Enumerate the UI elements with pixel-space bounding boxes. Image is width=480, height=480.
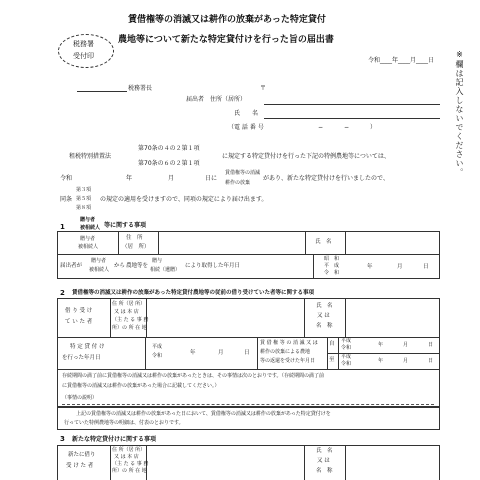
section2-addr-line1: 住 所（居 所）: [112, 301, 146, 307]
section2-to-era-heisei: 平成: [341, 354, 352, 360]
section2-following-line1: 上記の賃借権等の消滅又は耕作の放棄があった日において、賃借権等の消滅又は耕作の放棄があった特定貸付けを: [76, 411, 331, 417]
section2-from-day: 日: [428, 342, 434, 348]
section1-table: [57, 231, 440, 279]
postal-mark: 〒: [260, 85, 267, 92]
section2-name-line1: 氏 名: [316, 303, 333, 309]
clause-option-8: 第８項: [76, 205, 92, 211]
section2-to-era-reiwa: 令和: [341, 361, 352, 367]
section2-following-line2: 行っていた特例農地等の明細は、付表のとおりです。: [64, 420, 184, 426]
article-option-2: 第70条の６の２第１項: [138, 160, 200, 167]
section3-name-line1: 氏 名: [316, 448, 333, 454]
section1-address-bottom: （居 所）: [122, 244, 150, 250]
section1-acq-era-showa: 昭 和: [324, 256, 340, 262]
section2-row1-divider: [57, 337, 440, 338]
section3-heading: 新たな特定貸付けに関する事項: [72, 436, 157, 443]
section2-contract-day: 日: [244, 350, 250, 356]
section1-acq-left-bottom: 被相続人: [89, 267, 110, 273]
section2-contract-line2: を行った年月日: [62, 355, 101, 361]
form-title-line1: 賃借権等の消滅又は耕作の放棄があった特定貸付: [128, 15, 326, 25]
section2-contract-line1: 特 定 貸 付 け: [70, 344, 105, 350]
section2-col-name: [304, 298, 305, 337]
section2-borrower-line2: て い た 者: [65, 319, 93, 325]
article-option-1: 第70条の４の２第１項: [138, 145, 200, 152]
section1-acq-mid-bottom: 相続（遺贈）: [150, 267, 181, 273]
section1-col-namelabel: [345, 231, 346, 254]
section1-acq-from: から: [114, 263, 126, 269]
section1-acq-era-heisei: 平 成: [324, 263, 340, 269]
section1-number: 1: [60, 223, 65, 231]
applicant-address-line: [264, 104, 440, 105]
receipt-stamp-line1: 税務署: [73, 40, 94, 48]
form-title-line2: 農地等について新たな特定貸付けを行った旨の届出書: [118, 35, 334, 45]
section2-lapse-line3: 等の返還を受けた年月日: [260, 358, 316, 364]
section1-prefix-top: 贈与者: [80, 217, 96, 223]
applicant-name-line: [264, 118, 440, 119]
receipt-stamp-line2: 受付印: [73, 52, 94, 60]
section2-note-line2: に賃借権等の消滅又は耕作の放棄があった場合に記載してください。）: [62, 383, 220, 389]
section3-newborrower-line1: 新たに借り: [68, 452, 96, 458]
section2-note-line1: 存続期間の満了前に賃借権等の消滅又は耕作の放棄があったときは、その事情は次のとおりです。（存続期間の満了前: [62, 373, 325, 379]
section2-lapse-line2: 耕作の放棄による農地: [260, 349, 311, 355]
section2-col-namelabel: [345, 298, 346, 337]
section2-row2-divider: [57, 369, 440, 370]
section2-reason-line: [62, 404, 434, 405]
section1-heading: 等に関する事項: [104, 222, 147, 229]
section1-prefix-bottom: 被相続人: [80, 225, 101, 231]
section1-col-person: [118, 231, 119, 254]
phone-separator-1: −: [318, 124, 324, 131]
section2-number: 2: [60, 289, 65, 297]
section2-to-label: 至: [329, 357, 335, 363]
section2-col-lapse: [257, 337, 258, 369]
section1-col-address: [158, 231, 159, 254]
section2-to-day: 日: [428, 358, 434, 364]
section2-contract-era-reiwa: 令和: [152, 353, 163, 359]
intro-result: があり、新たな特定貸付けを行いましたので、: [263, 175, 389, 182]
intro-continuation: に規定する特定貸付けを行った下記の特例農地等については、: [222, 153, 390, 160]
receipt-stamp: [58, 34, 114, 68]
phone-close-paren: ）: [370, 124, 377, 131]
section1-acq-year: 年: [367, 264, 373, 270]
section2-from-label: 自: [329, 341, 335, 347]
section2-col-borrower: [110, 298, 111, 337]
section2-from-era-heisei: 平成: [341, 338, 352, 344]
section2-from-era-reiwa: 令和: [341, 345, 352, 351]
section1-person-top: 贈与者: [80, 236, 96, 242]
section3-newborrower-line2: 受 け た 者: [66, 463, 94, 469]
section1-name-label: 氏 名: [315, 239, 332, 245]
intro-month: 月: [168, 175, 175, 182]
section1-acq-day: 日: [423, 264, 429, 270]
section2-name-line2: 又 は: [317, 313, 330, 319]
section3-addr-line1: 住 所（居 所）: [112, 447, 146, 453]
section2-to-year: 年: [378, 358, 384, 364]
tax-office-suffix: 税務署長: [128, 85, 153, 92]
intro-closing: の規定の適用を受けますので、同項の規定により届け出ます。: [100, 196, 268, 203]
same-law: 同条: [60, 196, 73, 203]
intro-year: 年: [126, 175, 133, 182]
section2-col-contract: [145, 337, 146, 369]
section1-acq-left-top: 贈与者: [91, 258, 107, 264]
section1-acq-mid-top: 贈与: [152, 258, 163, 264]
section2-contract-year: 年: [190, 350, 196, 356]
section2-contract-era-heisei: 平成: [152, 344, 163, 350]
section2-from-year: 年: [378, 342, 384, 348]
section3-number: 3: [60, 435, 65, 443]
section1-row-divider: [57, 254, 440, 255]
section2-borrower-line1: 借 り 受 け: [65, 308, 93, 314]
section2-heading: 賃借権等の消滅又は耕作の放棄があった特定貸付農地等の従前の借り受けていた者等に関する事項: [72, 290, 314, 296]
section1-address-top: 住 所: [126, 235, 143, 241]
section1-acq-prefix: 届出者が: [60, 263, 83, 269]
applicant-address-label: 届出者 住所（居所）: [186, 96, 247, 103]
section1-col-acq: [313, 254, 314, 279]
section1-acq-obtain: 農地等を: [126, 263, 149, 269]
tax-office-line: [77, 91, 127, 92]
section2-addr-line2: 又 は 本 店: [114, 309, 139, 315]
section1-col-name: [305, 231, 306, 254]
section1-acq-era-reiwa: 令 和: [324, 270, 340, 276]
submission-date: 令和____年____月____日: [368, 57, 435, 64]
section3-addr-line4: 所）の 所 在 地: [112, 468, 147, 474]
section3-addr-line3: （主 た る 事 務: [112, 461, 149, 467]
section3-col-borrower: [110, 445, 111, 480]
section1-acq-suffix: により取得した年月日: [185, 263, 241, 269]
section2-to-month: 月: [403, 358, 409, 364]
clause-option-5: 第５項: [76, 196, 92, 202]
section2-lapse-line1: 賃 借 権 等 の 消 滅 又 は: [260, 340, 318, 346]
section2-from-month: 月: [403, 342, 409, 348]
law-label: 租税特別措置法: [69, 153, 112, 160]
applicant-phone-label: （電 話 番 号: [228, 124, 264, 131]
phone-separator-2: −: [344, 124, 350, 131]
section2-name-line3: 名 称: [316, 323, 333, 329]
section3-col-name: [304, 445, 305, 480]
applicant-name-label: 氏 名: [234, 110, 259, 117]
section3-col-namelabel: [345, 445, 346, 480]
side-note: ※欄は記入しないでください。: [455, 50, 464, 177]
section2-addr-line3: （主 た る 事 務: [112, 317, 149, 323]
section2-contract-month: 月: [218, 350, 224, 356]
intro-day: 日に: [205, 175, 218, 182]
section2-addr-line4: 所）の 所 在 地: [112, 325, 147, 331]
intro-era: 令和: [60, 175, 73, 182]
section3-addr-line2: 又 は 本 店: [114, 454, 139, 460]
section2-reason-label: （事情の説明）: [62, 395, 98, 401]
section1-person-bottom: 被相続人: [78, 244, 99, 250]
clause-option-3: 第３項: [76, 187, 92, 193]
section3-name-line2: 又 は: [317, 458, 330, 464]
lease-option-lapse: 賃借権等の消滅: [225, 170, 261, 176]
lease-option-abandon: 耕作の放棄: [225, 180, 251, 186]
section3-name-line3: 名 称: [316, 468, 333, 474]
section1-acq-month: 月: [397, 264, 403, 270]
